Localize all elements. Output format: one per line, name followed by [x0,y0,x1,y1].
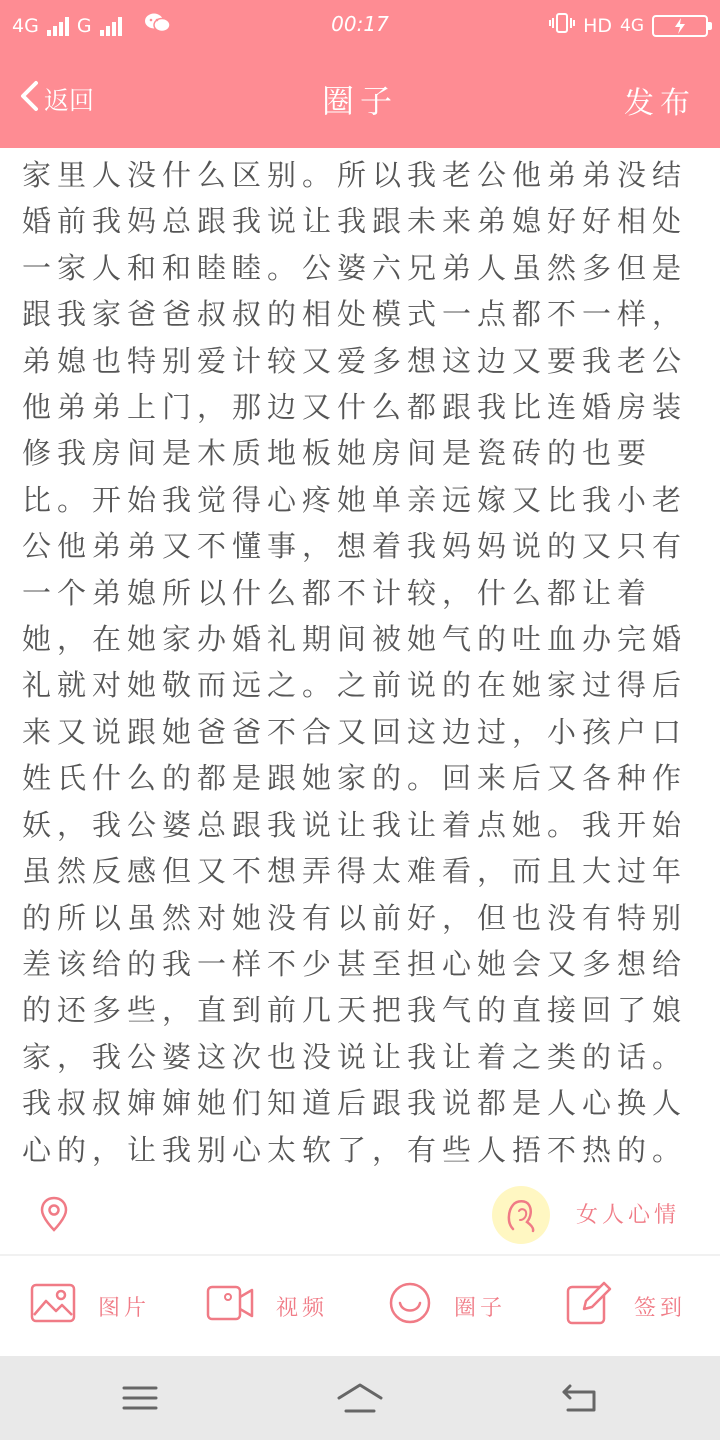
tab-checkin-label: 签到 [634,1295,687,1321]
back-label: 返回 [44,86,95,115]
hd-label: HD [583,14,612,37]
woman-avatar-icon[interactable] [492,1186,550,1244]
back-nav-icon[interactable] [556,1376,604,1420]
title-bar [0,50,720,148]
circle-smile-icon [388,1281,432,1331]
tab-circle-label: 圈子 [454,1295,507,1321]
post-text: 家里人没什么区别。所以我老公他弟弟没结婚前我妈总跟我说让我跟未来弟媳好好相处一家人和和睦睦。公婆六兄弟人虽然多但是跟我家爸爸叔叔的相处模式一点都不一样，弟媳也特别爱计较又爱多想这边又要我老公他弟弟上门，那边又什么都跟我比连婚房装修我房间是木质地板她房间是瓷砖的也要比。开始我觉得心疼她单亲远嫁又比我小老公他弟弟又不懂事，想着我妈妈说的又只有一个弟媳所以什么都不计较，什么都让着她，在她家办婚礼期间被她气的吐血办完婚礼就对她敬而远之。之前说的在她家过得后来又说跟她爸爸不合又回这边过，小孩户口姓氏什么的都是跟她家的。回来后又各种作妖，我公婆总跟我说让我让着点她。我开始虽然反感但又不想弄得太难看，而且大过年的所以虽然对她没有以前好，但也没有特别差该给的我一样不少甚至担心她会又多想给的还多些，直到前几天把我气的直接回了娘家，我公婆这次也没说让我让着之类的话。我叔叔婶婶她们知道后跟我说都是人心换人心的，让我别心太软了，有些人捂不热的。 [22,158,688,1167]
tab-image[interactable] [30,1282,150,1330]
publish-button[interactable]: 发布 [624,86,696,121]
tab-image-label: 图片 [98,1295,151,1321]
vibrate-icon [549,12,575,39]
tab-circle[interactable] [388,1282,506,1330]
chevron-left-icon [18,80,40,118]
status-right [549,12,708,39]
page-title: 圈子 [321,82,398,120]
battery-charging-icon [652,15,708,37]
video-camera-icon [206,1283,254,1329]
menu-icon[interactable] [116,1376,164,1420]
post-meta-row [0,1176,720,1254]
system-nav-bar [0,1356,720,1440]
status-time: 00:17 [331,12,389,36]
post-body[interactable] [22,152,702,1170]
network-label-3: 4G [620,15,644,36]
network-label-1: 4G [12,14,39,37]
circle-name[interactable]: 女人心情 [576,1203,681,1228]
tab-checkin[interactable] [566,1282,686,1330]
network-label-2: G [76,14,92,37]
tab-video-label: 视频 [276,1295,329,1321]
status-bar [0,0,720,50]
tab-video[interactable] [206,1282,328,1330]
back-button[interactable] [18,80,94,118]
composer-toolbar [0,1256,720,1356]
home-icon[interactable] [336,1376,384,1420]
check-in-edit-icon [566,1281,612,1331]
image-icon [30,1283,76,1329]
location-pin-icon[interactable] [38,1196,70,1236]
